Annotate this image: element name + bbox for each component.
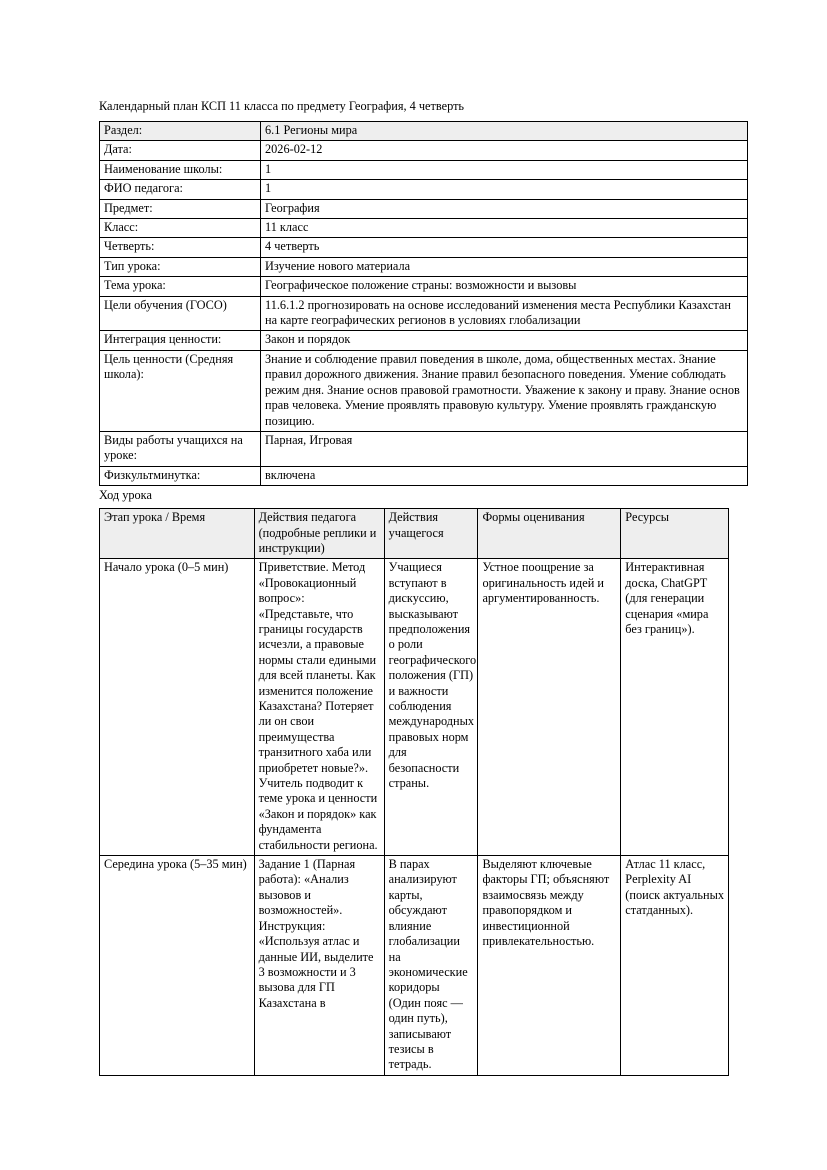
column-header-resources: Ресурсы [621, 509, 729, 559]
lesson-flow-wrapper [99, 508, 729, 1076]
column-header-student-actions: Действия учащегося [384, 509, 478, 559]
cell-student-actions: В парах анализируют карты, обсуждают влияние глобализации на экономические коридоры (Один пояс — один путь), записывают тезисы в тетрадь. [384, 856, 478, 1076]
info-value: Изучение нового материала [261, 257, 748, 276]
info-value: Закон и порядок [261, 331, 748, 350]
cell-resources: Интерактивная доска, ChatGPT (для генерации сценария «мира без границ»). [621, 559, 729, 856]
cell-student-actions: Учащиеся вступают в дискуссию, высказывают предположения о роли географического положения (ГП) и важности соблюдения международных правовых норм для безопасности страны. [384, 559, 478, 856]
lesson-flow-table [99, 508, 729, 1076]
info-value: включена [261, 466, 748, 485]
info-value: Парная, Игровая [261, 431, 748, 466]
table-row [100, 180, 748, 199]
table-row [100, 277, 748, 296]
lesson-info-table [99, 121, 748, 486]
info-value: Географическое положение страны: возможности и вызовы [261, 277, 748, 296]
lesson-info-body [100, 122, 748, 486]
page-title: Календарный план КСП 11 класса по предмету География, 4 четверть [99, 99, 465, 113]
table-row [100, 122, 748, 141]
table-row [100, 238, 748, 257]
info-key: Цели обучения (ГОСО) [100, 296, 261, 331]
table-row [100, 559, 729, 856]
info-key: ФИО педагога: [100, 180, 261, 199]
info-key: Раздел: [100, 122, 261, 141]
column-header-stage: Этап урока / Время [100, 509, 255, 559]
info-key: Виды работы учащихся на уроке: [100, 431, 261, 466]
info-key: Наименование школы: [100, 160, 261, 179]
table-row [100, 350, 748, 431]
cell-assessment: Выделяют ключевые факторы ГП; объясняют взаимосвязь между правопорядком и инвестиционной привлекательностью. [478, 856, 621, 1076]
info-key: Четверть: [100, 238, 261, 257]
section-heading-lesson-flow: Ход урока [99, 488, 152, 503]
column-header-teacher-actions: Действия педагога (подробные реплики и инструкции) [254, 509, 384, 559]
table-row [100, 331, 748, 350]
info-key: Интеграция ценности: [100, 331, 261, 350]
info-key: Тип урока: [100, 257, 261, 276]
info-key: Тема урока: [100, 277, 261, 296]
info-value: География [261, 199, 748, 218]
table-row [100, 160, 748, 179]
cell-teacher-actions: Приветствие. Метод «Провокационный вопрос»: «Представьте, что границы государств исчезли, а правовые нормы стали едиными для всей планеты. Как изменится положение Казахстана? Потеряет ли он свои преимущества транзитного хаба или приобретет новые?». Учитель подводит к теме урока и ценности «Закон и порядок» как фундамента стабильности региона. [254, 559, 384, 856]
lesson-flow-body [100, 559, 729, 1075]
info-key: Физкультминутка: [100, 466, 261, 485]
info-key: Дата: [100, 141, 261, 160]
info-value: 1 [261, 160, 748, 179]
cell-resources: Атлас 11 класс, Perplexity AI (поиск актуальных статданных). [621, 856, 729, 1076]
table-row [100, 466, 748, 485]
table-header-row [100, 509, 729, 559]
cell-stage: Середина урока (5–35 мин) [100, 856, 255, 1076]
document-content [99, 98, 740, 1076]
lesson-flow-head [100, 509, 729, 559]
table-row [100, 856, 729, 1076]
table-row [100, 257, 748, 276]
info-value: 11.6.1.2 прогнозировать на основе исследований изменения места Республики Казахстан на карте географических регионов в условиях глобализации [261, 296, 748, 331]
info-value: Знание и соблюдение правил поведения в школе, дома, общественных местах. Знание правил дорожного движения. Знание правил безопасного поведения. Умение соблюдать режим дня. Знание основ правовой грамотности. Уважение к закону и праву. Знание основ прав человека. Умение проявлять правовую культуру. Умение проявлять гражданскую позицию. [261, 350, 748, 431]
info-value: 11 класс [261, 219, 748, 238]
table-row [100, 296, 748, 331]
info-value: 4 четверть [261, 238, 748, 257]
cell-teacher-actions: Задание 1 (Парная работа): «Анализ вызовов и возможностей». Инструкция: «Используя атлас и данные ИИ, выделите 3 возможности и 3 вызова для ГП Казахстана в [254, 856, 384, 1076]
table-row [100, 141, 748, 160]
info-value: 1 [261, 180, 748, 199]
info-key: Класс: [100, 219, 261, 238]
info-key: Цель ценности (Средняя школа): [100, 350, 261, 431]
cell-stage: Начало урока (0–5 мин) [100, 559, 255, 856]
info-key: Предмет: [100, 199, 261, 218]
table-row [100, 431, 748, 466]
column-header-assessment: Формы оценивания [478, 509, 621, 559]
table-row [100, 199, 748, 218]
table-row [100, 219, 748, 238]
info-value: 6.1 Регионы мира [261, 122, 748, 141]
info-value: 2026-02-12 [261, 141, 748, 160]
cell-assessment: Устное поощрение за оригинальность идей и аргументированность. [478, 559, 621, 856]
